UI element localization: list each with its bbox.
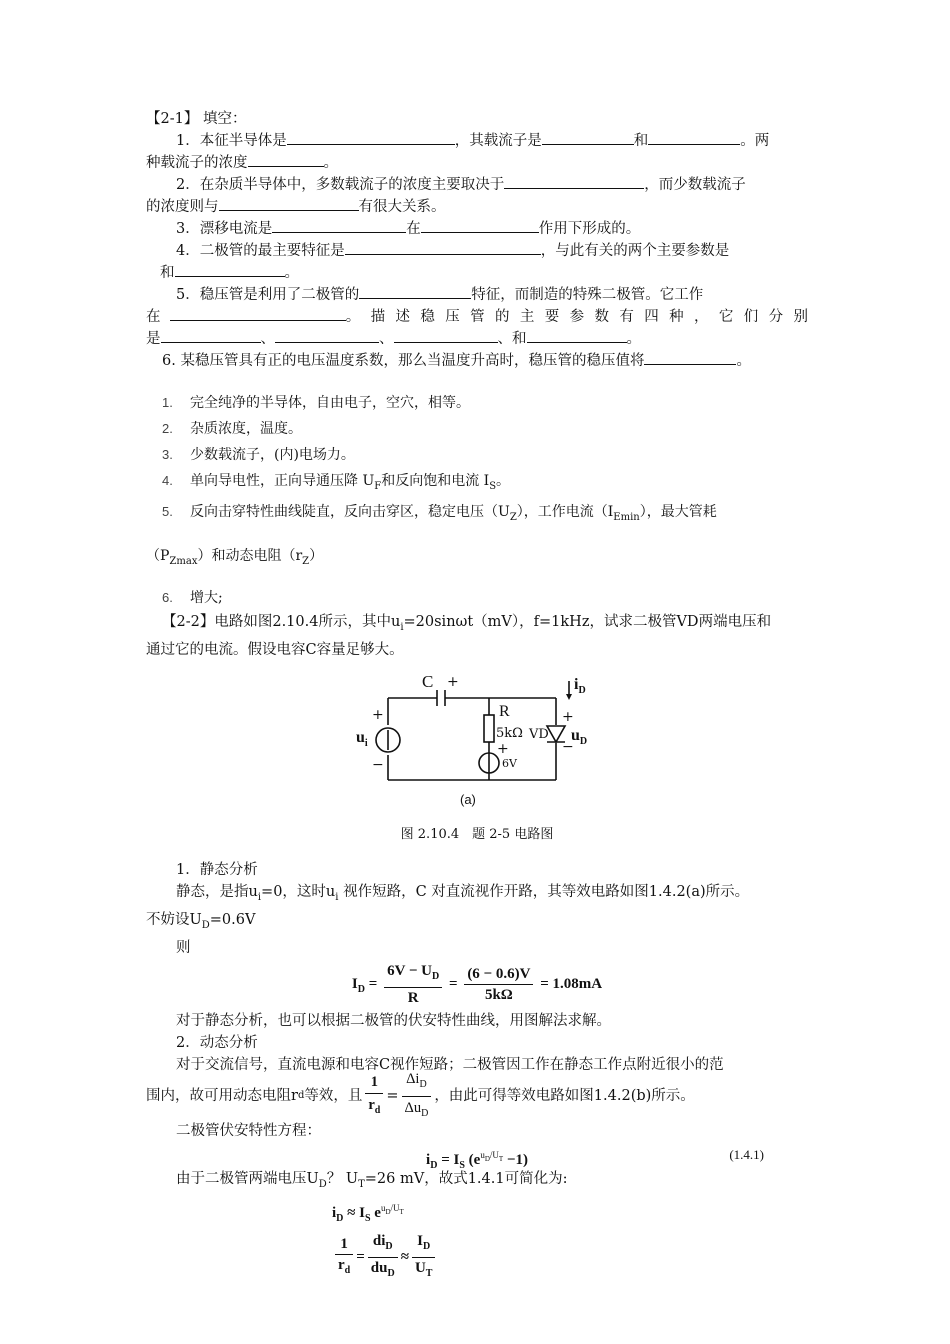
formula-approx: $i_D \approx I_S$ $e^{u_D/U_T}$: [332, 1202, 404, 1224]
dc-value: 6V: [502, 757, 517, 771]
dynamic-para4: 由于二极管两端电压$U_D$？ $U_T=26$ mV，故式1.4.1可简化为:: [176, 1171, 568, 1190]
q21-line1b: 种载流子的浓度 。: [146, 152, 808, 174]
dynamic-para2: 围内，故可用动态电阻r d 等效，且 $\frac{1}{r_d}$ = $\frac{\Delta i_D}{\Delta u_D}$ ，由此可得等效电路如图1.4.2(b)所示。: [146, 1076, 808, 1116]
ui-minus: −: [372, 757, 384, 774]
id-label: $i_D$: [574, 676, 586, 697]
formula-rd: $\frac{1}{r_d}$ = $\frac{di_D}{du_D}$ ≈ $\frac{I_D}{U_T}$: [146, 1231, 808, 1284]
cap-label: C: [422, 672, 434, 692]
answer-5b: $(P_{Zmax})$和动态电阻$(r_Z)$: [146, 547, 324, 567]
dynamic-para3: 二极管伏安特性方程：: [176, 1123, 321, 1140]
static-para3: 对于静态分析，也可以根据二极管的伏安特性曲线，用图解法求解。: [176, 1013, 611, 1030]
q21-line6: 6. 某稳压管具有正的电压温度系数，那么当温度升高时，稳压管的稳压值将 。: [146, 350, 808, 372]
q21-line4: 4．二极管的最主要特征是 ，与此有关的两个主要参数是: [146, 240, 808, 262]
static-para2: 不妨设$U_D=0.6V$: [146, 912, 256, 932]
figure-caption: 图 2.10.4 题 2-5 电路图: [400, 827, 554, 843]
figure-sublabel: (a): [460, 792, 476, 808]
q21-line2b: 的浓度则与 有很大关系。: [146, 196, 808, 218]
q21-line4b: 和 。: [146, 262, 808, 284]
ui-plus: +: [372, 707, 384, 724]
resistor-icon: [484, 715, 494, 742]
q22-line1: 【2-2】电路如图2.10.4所示，其中$u_i=20\sin\omega t(mV)$，f=1kHz，试求二极管VD两端电压和: [162, 614, 772, 634]
dynamic-heading: 2．动态分析: [176, 1035, 258, 1052]
q21-line5c: 是 、 、 、和 。: [146, 328, 808, 350]
answer-2: 2. 杂质浓度，温度。: [162, 421, 302, 437]
equation-number: (1.4.1): [729, 1147, 764, 1163]
ud-label: $u_D$: [571, 727, 588, 748]
dynamic-para1: 对于交流信号，直流电源和电容C视作短路；二极管因工作在静态工作点附近很小的范: [176, 1057, 724, 1074]
q21-header: 【2-1】 填空：: [146, 111, 247, 127]
answer-3: 3. 少数载流子，(内)电场力。: [162, 447, 355, 463]
answer-1: 1. 完全纯净的半导体，自由电子，空穴，相等。: [162, 395, 470, 411]
static-heading: 1．静态分析: [176, 862, 258, 879]
static-para1: 静态，是指$u_i=0$，这时$u_i$ 视作短路，C 对直流视作开路，其等效电路如图1.4.2(a)所示。: [176, 884, 750, 904]
cap-plus: +: [447, 674, 459, 691]
current-arrow-icon: [566, 694, 572, 700]
ud-minus: −: [562, 739, 574, 756]
formula-id: $I_D$ = $\frac{6V - U_D}{R}$ = $\frac{(6 - 0.6)V}{5k\Omega}$ = 1.08mA: [351, 963, 603, 1007]
answer-6: 6. 增大;: [162, 590, 223, 607]
resistor-label: R: [499, 703, 510, 721]
ud-plus: +: [562, 709, 574, 726]
static-then: 则: [176, 940, 191, 957]
document-page: [146, 108, 808, 1284]
q21-line2: 2．在杂质半导体中，多数载流子的浓度主要取决于 ，而少数载流子: [146, 174, 808, 196]
diode-label: VD: [529, 727, 549, 743]
q21-line3: 3．漂移电流是 在 作用下形成的。: [146, 218, 808, 240]
formula-diode-eq: $i_D = I_S$ $(e^{u_D/U_T} -1)$ (1.4.1): [146, 1142, 808, 1168]
answer-4: 4. 单向导电性，正向导通压降 $U_F$和反向饱和电流 $I_S$。: [162, 473, 511, 492]
circuit-figure: [146, 661, 808, 811]
q21-line5b: 在 。 描 述 稳 压 管 的 主 要 参 数 有 四 种 ， 它 们 分 别: [146, 306, 808, 328]
ui-label: $u_i$: [356, 729, 368, 750]
answer-5: 5. 反向击穿特性曲线陡直，反向击穿区，稳定电压$(U_Z)$，工作电流$(I_{Emin})$，最大管耗: [162, 503, 717, 523]
q21-line5: 5．稳压管是利用了二极管的 特征，而制造的特殊二极管。它工作: [146, 284, 808, 306]
dc-plus: +: [497, 741, 509, 758]
resistor-value: 5kΩ: [496, 726, 523, 742]
circuit-diagram: [146, 661, 808, 811]
q21-line1: 1．本征半导体是 ，其载流子是 和 。两: [146, 130, 808, 152]
q22-line2: 通过它的电流。假设电容C容量足够大。: [146, 642, 404, 659]
